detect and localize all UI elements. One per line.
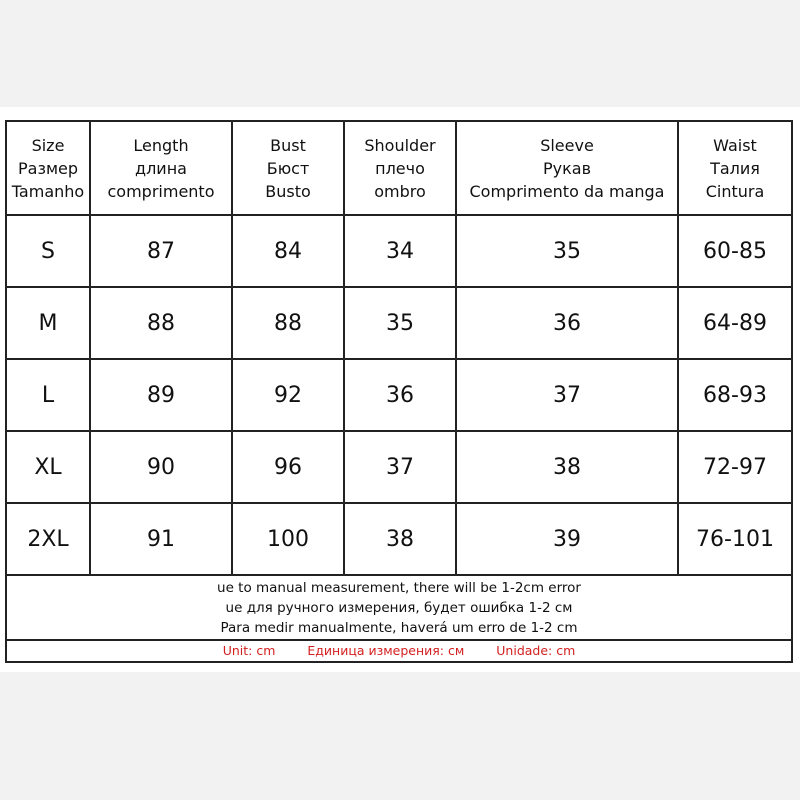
note-line-english: ue to manual measurement, there will be 1-2cm error	[217, 579, 581, 596]
sleeve-cell: 36	[456, 287, 678, 359]
unit-english: Unit: cm	[222, 643, 276, 658]
shoulder-cell: 38	[344, 503, 456, 575]
note-row	[6, 575, 792, 640]
sleeve-cell: 39	[456, 503, 678, 575]
table-row	[6, 431, 792, 503]
header-line: comprimento	[107, 181, 215, 201]
bust-cell: 92	[232, 359, 344, 431]
header-line: Sleeve	[540, 135, 594, 155]
header-line: Cintura	[705, 181, 765, 201]
unit-note	[6, 640, 792, 662]
header-line: длина	[135, 158, 187, 178]
table-row	[6, 215, 792, 287]
header-length	[90, 121, 232, 215]
waist-cell: 60-85	[678, 215, 792, 287]
header-line: Бюст	[266, 158, 310, 178]
size-cell: M	[6, 287, 90, 359]
header-sleeve	[456, 121, 678, 215]
header-waist	[678, 121, 792, 215]
size-cell: S	[6, 215, 90, 287]
size-cell: L	[6, 359, 90, 431]
table-row	[6, 359, 792, 431]
header-line: ombro	[374, 181, 426, 201]
shoulder-cell: 36	[344, 359, 456, 431]
shoulder-cell: 37	[344, 431, 456, 503]
length-cell: 87	[90, 215, 232, 287]
unit-russian: Единица измерения: см	[307, 643, 465, 658]
size-cell: 2XL	[6, 503, 90, 575]
waist-cell: 76-101	[678, 503, 792, 575]
shoulder-cell: 34	[344, 215, 456, 287]
waist-cell: 68-93	[678, 359, 792, 431]
table-row	[6, 287, 792, 359]
note-line-russian: ue для ручного измерения, будет ошибка 1-2 см	[225, 599, 573, 616]
bust-cell: 100	[232, 503, 344, 575]
header-line: Талия	[710, 158, 760, 178]
table-row	[6, 503, 792, 575]
size-chart-table	[5, 120, 793, 663]
measurement-note	[6, 575, 792, 640]
waist-cell: 72-97	[678, 431, 792, 503]
header-line: Shoulder	[364, 135, 436, 155]
sleeve-cell: 35	[456, 215, 678, 287]
header-line: Size	[31, 135, 65, 155]
waist-cell: 64-89	[678, 287, 792, 359]
header-size	[6, 121, 90, 215]
bust-cell: 88	[232, 287, 344, 359]
header-line: плечо	[375, 158, 425, 178]
length-cell: 89	[90, 359, 232, 431]
header-line: Length	[133, 135, 189, 155]
bust-cell: 84	[232, 215, 344, 287]
header-line: Busto	[265, 181, 311, 201]
header-line: Размер	[17, 158, 79, 178]
header-line: Рукав	[542, 158, 591, 178]
header-line: Comprimento da manga	[469, 181, 665, 201]
sleeve-cell: 38	[456, 431, 678, 503]
sleeve-cell: 37	[456, 359, 678, 431]
shoulder-cell: 35	[344, 287, 456, 359]
bust-cell: 96	[232, 431, 344, 503]
header-bust	[232, 121, 344, 215]
header-shoulder	[344, 121, 456, 215]
unit-row	[6, 640, 792, 662]
header-row	[6, 121, 792, 215]
header-line: Waist	[713, 135, 757, 155]
header-line: Bust	[270, 135, 306, 155]
unit-portuguese: Unidade: cm	[496, 643, 576, 658]
length-cell: 91	[90, 503, 232, 575]
length-cell: 90	[90, 431, 232, 503]
size-cell: XL	[6, 431, 90, 503]
length-cell: 88	[90, 287, 232, 359]
header-line: Tamanho	[11, 181, 85, 201]
note-line-portuguese: Para medir manualmente, haverá um erro de 1-2 cm	[220, 619, 578, 636]
